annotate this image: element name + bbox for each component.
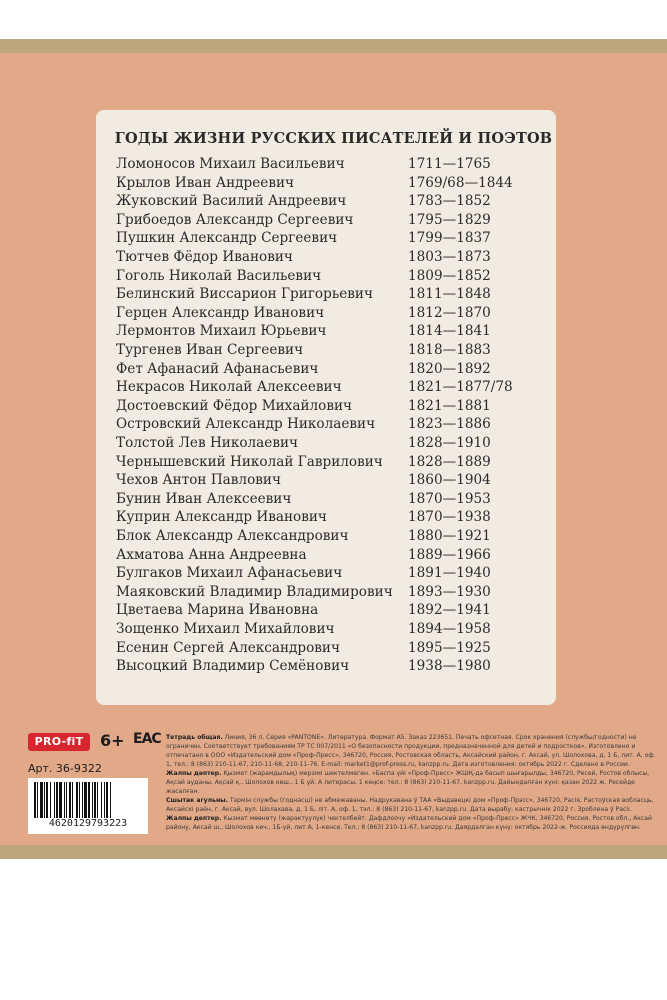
writer-name: Жуковский Василий Андреевич bbox=[116, 193, 347, 210]
writer-name: Некрасов Николай Алексеевич bbox=[116, 379, 342, 396]
writer-years: 1860—1904 bbox=[408, 472, 491, 489]
writer-years: 1811—1848 bbox=[408, 286, 491, 303]
writer-name: Есенин Сергей Александрович bbox=[116, 639, 340, 656]
writer-row bbox=[96, 247, 556, 267]
writer-name: Гоголь Николай Васильевич bbox=[116, 267, 322, 284]
writer-row bbox=[96, 619, 556, 639]
writer-years: 1711—1765 bbox=[408, 156, 491, 172]
writer-row bbox=[96, 154, 556, 174]
writer-years: 1880—1921 bbox=[408, 528, 491, 544]
writer-years: 1895—1925 bbox=[408, 639, 491, 656]
writer-row bbox=[96, 210, 556, 230]
writer-years: 1799—1837 bbox=[408, 230, 491, 247]
writer-name: Булгаков Михаил Афанасьевич bbox=[116, 565, 343, 582]
writer-name: Блок Александр Александрович bbox=[116, 528, 349, 544]
writer-name: Достоевский Фёдор Михайлович bbox=[116, 397, 353, 414]
writer-years: 1818—1883 bbox=[408, 342, 491, 358]
writer-row bbox=[96, 545, 556, 565]
writer-row bbox=[96, 228, 556, 248]
barcode-number: 4620129793223 bbox=[28, 818, 148, 829]
writer-name: Высоцкий Владимир Семёнович bbox=[116, 658, 350, 675]
writer-row bbox=[96, 340, 556, 360]
writer-years: 1828—1889 bbox=[408, 453, 491, 470]
writer-years: 1814—1841 bbox=[408, 323, 491, 340]
writer-years: 1893—1930 bbox=[408, 583, 491, 600]
writer-years: 1821—1881 bbox=[408, 397, 491, 414]
writer-years: 1821—1877/78 bbox=[408, 379, 513, 396]
writer-name: Грибоедов Александр Сергеевич bbox=[116, 211, 354, 228]
writer-name: Крылов Иван Андреевич bbox=[116, 174, 295, 191]
writer-years: 1938—1980 bbox=[408, 658, 491, 675]
writer-years: 1820—1892 bbox=[408, 360, 491, 377]
writer-name: Чехов Антон Павлович bbox=[116, 472, 281, 489]
age-rating: 6+ bbox=[100, 731, 125, 750]
fine-print-paragraph: Жалпы дептер. Кызмат мөөнөтү (жарактуулук) чектелбейт. Дафдлоочу «Издательский дом «Проф-Пресс» ЖЧК, 346720, Россия, Ростов обл., Аксай району, Аксай ш., Шолохов көч., 1Б-үй, лит А, 1-кенсе. Тел.: 8 (863) 210-11-67, kanzpp.ru. Даярдалган күнү: октябрь 2022-ж. Россияда өндүрүлгөн. bbox=[166, 815, 652, 831]
writer-name: Лермонтов Михаил Юрьевич bbox=[116, 323, 327, 340]
writer-years: 1812—1870 bbox=[408, 304, 491, 321]
profit-logo: PRO-fiT bbox=[28, 733, 90, 751]
writer-name: Толстой Лев Николаевич bbox=[116, 435, 299, 451]
eac-mark-icon: EAC bbox=[133, 731, 161, 747]
writer-row bbox=[96, 656, 556, 676]
article-number: Арт. 36-9322 bbox=[28, 762, 102, 775]
writer-row bbox=[96, 266, 556, 286]
writer-name: Фет Афанасий Афанасьевич bbox=[116, 360, 319, 377]
writer-row bbox=[96, 452, 556, 472]
writer-row bbox=[96, 173, 556, 193]
writer-name: Островский Александр Николаевич bbox=[116, 416, 376, 433]
writer-years: 1783—1852 bbox=[408, 193, 491, 210]
writer-name: Маяковский Владимир Владимирович bbox=[116, 583, 393, 600]
writer-row bbox=[96, 359, 556, 379]
writer-name: Зощенко Михаил Михайлович bbox=[116, 621, 335, 637]
writer-row bbox=[96, 433, 556, 453]
writer-row bbox=[96, 582, 556, 602]
table-title: ГОДЫ ЖИЗНИ РУССКИХ ПИСАТЕЛЕЙ И ПОЭТОВ bbox=[114, 130, 553, 147]
writer-row bbox=[96, 414, 556, 434]
writer-name: Ломоносов Михаил Васильевич bbox=[116, 156, 345, 172]
writer-row bbox=[96, 284, 556, 304]
writer-years: 1891—1940 bbox=[408, 565, 491, 582]
fine-print-paragraph: Жалпы дәптер. Қызмет (жарамдылық) мерзімі шектелмеген. «Баспа үйі «Проф-Пресс» ЖШҚ-да басып шығарылды, 346720, Ресей, Ростов облысы, Ақсай ауданы, Ақсай қ., Шолохов көш., 1 Б үй, А литерасы, 1 кеңсе: тел.: 8 (863) 210-11-67, kanzpp.ru. Дайындалған күні: қазан 2022 ж. Ресейде жасалған. bbox=[166, 770, 650, 795]
writer-years: 1809—1852 bbox=[408, 267, 491, 284]
writer-row bbox=[96, 526, 556, 546]
writer-name: Куприн Александр Иванович bbox=[116, 509, 327, 526]
writer-years: 1823—1886 bbox=[408, 416, 491, 433]
fine-print-paragraph: Тетрадь общая. Линия, 36 л. Серия «PANTONE». Литература. Формат А5. Заказ 223651. Печать офсетная. Срок хранения (службы/годности) не ограничен. Соответствует требованиям ТР ТС 007/2011 «О безопасности продукции, предназначенной для детей и подростков». Изготовлено и отпечатано в ООО «Издательский дом «Проф-Пресс», 346720, Россия, Ростовская область, Аксайский район, г. Аксай, ул. Шолохова, д. 1 Б, лит. А, оф. 1, тел.: 8 (863) 210-11-67, 210-11-68, 210-11-76. E-mail: market1@prof-press.ru, kanzpp.ru. Дата изготовления: октябрь 2022 г. Сделано в России. bbox=[166, 734, 656, 768]
writer-name: Тургенев Иван Сергеевич bbox=[116, 342, 304, 358]
writer-years: 1769/68—1844 bbox=[408, 174, 513, 191]
writer-name: Ахматова Анна Андреевна bbox=[116, 546, 307, 563]
writer-name: Бунин Иван Алексеевич bbox=[116, 490, 292, 507]
writer-row bbox=[96, 396, 556, 416]
writer-years: 1803—1873 bbox=[408, 249, 491, 265]
writer-name: Цветаева Марина Ивановна bbox=[116, 602, 319, 619]
writer-years: 1828—1910 bbox=[408, 435, 491, 451]
writer-row bbox=[96, 321, 556, 341]
fine-print-paragraph: Сшытак агульны. Тэрмін службы (годнасці) не абмежаваны. Надрукавана ў ТАА «Выдавецкі дом «Проф-Прэсс», 346720, Расія, Растоўская вобласць, Аксайскі раён, г. Аксай, вул. Шолахава, д. 1 Б, літ. А, оф. 1, тэл.: 8 (863) 210-11-67, kanzpp.ru. Дата вырабу: кастрычнік 2022 г. Зроблена ў Расіі. bbox=[166, 797, 654, 813]
writer-row bbox=[96, 507, 556, 527]
writer-years: 1889—1966 bbox=[408, 546, 491, 563]
writer-years: 1892—1941 bbox=[408, 602, 491, 619]
writer-years: 1795—1829 bbox=[408, 211, 491, 228]
writer-row bbox=[96, 563, 556, 583]
writer-row bbox=[96, 600, 556, 620]
writer-name: Белинский Виссарион Григорьевич bbox=[116, 286, 373, 303]
writer-years: 1894—1958 bbox=[408, 621, 491, 637]
writer-years: 1870—1938 bbox=[408, 509, 491, 526]
writer-row bbox=[96, 377, 556, 397]
writer-row bbox=[96, 470, 556, 490]
writer-row bbox=[96, 191, 556, 211]
writer-row bbox=[96, 303, 556, 323]
writer-row bbox=[96, 489, 556, 509]
writer-row bbox=[96, 638, 556, 658]
writer-years: 1870—1953 bbox=[408, 490, 491, 507]
writer-name: Пушкин Александр Сергеевич bbox=[116, 230, 338, 247]
writer-name: Чернышевский Николай Гаврилович bbox=[116, 453, 383, 470]
writer-name: Тютчев Фёдор Иванович bbox=[116, 249, 293, 265]
writer-name: Герцен Александр Иванович bbox=[116, 304, 325, 321]
